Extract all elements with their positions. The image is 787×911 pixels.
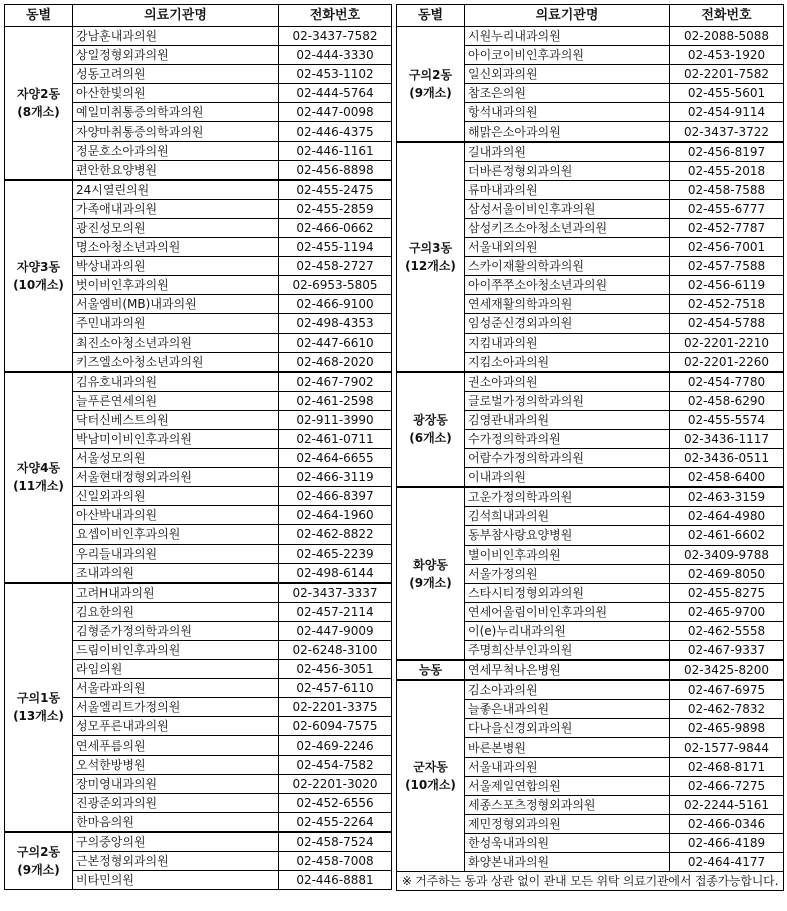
clinic-name: 김요한의원 (73, 602, 279, 621)
clinic-phone: 02-466-3119 (279, 468, 392, 487)
clinic-name: 늘좋은내과의원 (465, 700, 670, 719)
clinic-phone: 02-456-6119 (670, 276, 784, 295)
clinic-phone: 02-3436-0511 (670, 449, 784, 468)
clinic-name: 지킴내과의원 (465, 333, 670, 352)
clinic-name: 일신외과의원 (465, 65, 670, 84)
dong-name: 자양2동 (16, 86, 61, 101)
clinic-name: 정문호소아과의원 (73, 141, 279, 160)
clinic-phone: 02-467-7902 (279, 372, 392, 392)
clinic-name: 비타민의원 (73, 871, 279, 890)
clinic-name: 한성욱내과의원 (465, 833, 670, 852)
clinic-phone: 02-455-2018 (670, 161, 784, 180)
clinic-phone: 02-465-9700 (670, 602, 784, 621)
clinic-phone: 02-466-9100 (279, 295, 392, 314)
clinic-phone: 02-454-7780 (670, 372, 784, 392)
clinic-phone: 02-466-8397 (279, 487, 392, 506)
clinic-name: 구의중앙의원 (73, 832, 279, 852)
clinic-phone: 02-457-2114 (279, 602, 392, 621)
clinic-name: 진광준외과의원 (73, 793, 279, 812)
clinic-name: 지킴소아과의원 (465, 352, 670, 372)
clinic-phone: 02-456-7001 (670, 238, 784, 257)
clinic-phone: 02-447-9009 (279, 621, 392, 640)
clinic-phone: 02-466-7275 (670, 776, 784, 795)
table-row (5, 832, 392, 852)
table-row (5, 180, 392, 200)
dong-count: (6개소) (409, 431, 452, 446)
clinic-name: 길내과의원 (465, 142, 670, 162)
clinic-name: 편안한요양병원 (73, 160, 279, 180)
clinic-phone: 02-465-9898 (670, 719, 784, 738)
clinic-phone: 02-461-6602 (670, 526, 784, 545)
clinic-phone: 02-456-3051 (279, 660, 392, 679)
dong-cell (397, 27, 465, 142)
clinic-phone: 02-3437-3722 (670, 122, 784, 142)
clinic-name: 근본정형외과의원 (73, 852, 279, 871)
clinic-name: 최진소아청소년과의원 (73, 333, 279, 352)
clinic-name: 아이코이비인후과의원 (465, 46, 670, 65)
dong-count: (10개소) (405, 778, 456, 793)
clinic-phone: 02-464-6655 (279, 449, 392, 468)
dong-cell (5, 372, 73, 583)
clinic-name: 연세어울림이비인후과의원 (465, 602, 670, 621)
dong-cell (397, 372, 465, 488)
clinic-phone: 02-468-2020 (279, 352, 392, 372)
clinic-phone: 02-6953-5805 (279, 276, 392, 295)
clinic-name: 박상내과의원 (73, 257, 279, 276)
clinic-phone: 02-453-1102 (279, 65, 392, 84)
clinic-name: 우리들내과의원 (73, 544, 279, 563)
clinic-name: 서울라파의원 (73, 679, 279, 698)
dong-count: (10개소) (13, 277, 64, 292)
clinic-name: 장미영내과의원 (73, 774, 279, 793)
table-row (5, 583, 392, 603)
clinic-name: 늘푸른연세의원 (73, 391, 279, 410)
clinic-phone: 02-469-2246 (279, 736, 392, 755)
clinic-name: 화양본내과의원 (465, 853, 670, 872)
clinic-phone: 02-458-6290 (670, 391, 784, 410)
header-phone: 전화번호 (279, 5, 392, 27)
clinic-phone: 02-3425-8200 (670, 660, 784, 680)
dong-count: (9개소) (17, 863, 60, 878)
clinic-phone: 02-464-1960 (279, 506, 392, 525)
clinic-phone: 02-2201-3020 (279, 774, 392, 793)
dong-count: (8개소) (17, 104, 60, 119)
clinic-name: 서울현대정형외과의원 (73, 468, 279, 487)
table-row (397, 680, 784, 700)
clinic-phone: 02-3436-1117 (670, 429, 784, 448)
clinic-name: 서울성모의원 (73, 449, 279, 468)
clinic-name: 해맑은소아과의원 (465, 122, 670, 142)
clinic-name: 수가정의학과의원 (465, 429, 670, 448)
table-row (5, 27, 392, 46)
clinic-phone: 02-466-0346 (670, 814, 784, 833)
clinic-name: 스카이재활의학과의원 (465, 257, 670, 276)
clinic-name: 삼성서울이비인후과의원 (465, 199, 670, 218)
clinic-phone: 02-446-1161 (279, 141, 392, 160)
clinic-name: 스타시티정형외과의원 (465, 583, 670, 602)
table-row (397, 660, 784, 680)
clinic-phone: 02-2201-3375 (279, 698, 392, 717)
clinic-name: 글로벌가정의학과의원 (465, 391, 670, 410)
clinic-name: 서울내과의원 (465, 757, 670, 776)
clinic-name: 이내과의원 (465, 468, 670, 488)
clinic-phone: 02-6248-3100 (279, 641, 392, 660)
table-row (397, 142, 784, 162)
clinic-phone: 02-3437-3337 (279, 583, 392, 603)
clinic-name: 김석희내과의원 (465, 507, 670, 526)
dong-name: 구의2동 (16, 845, 61, 860)
clinic-name: 상일정형외과의원 (73, 46, 279, 65)
clinic-name: 24시열린의원 (73, 180, 279, 200)
clinic-phone: 02-465-2239 (279, 544, 392, 563)
clinic-phone: 02-453-1920 (670, 46, 784, 65)
header-dong: 동별 (397, 5, 465, 27)
clinic-name: 성동고려의원 (73, 65, 279, 84)
clinic-name: 김소아과의원 (465, 680, 670, 700)
header-row (5, 5, 392, 27)
header-row (397, 5, 784, 27)
dong-cell (5, 180, 73, 372)
clinic-name: 서울가정의원 (465, 564, 670, 583)
clinic-phone: 02-911-3990 (279, 410, 392, 429)
clinic-name: 아산박내과의원 (73, 506, 279, 525)
clinic-name: 조내과의원 (73, 563, 279, 583)
dong-cell (5, 27, 73, 180)
clinic-phone: 02-458-7524 (279, 832, 392, 852)
clinic-name: 삼성키즈소아청소년과의원 (465, 218, 670, 237)
dong-count: (13개소) (13, 709, 64, 724)
clinic-name: 서울내외의원 (465, 238, 670, 257)
clinic-phone: 02-456-8197 (670, 142, 784, 162)
dong-cell (5, 832, 73, 890)
clinic-name: 연세무척나은병원 (465, 660, 670, 680)
clinic-phone: 02-461-2598 (279, 391, 392, 410)
clinic-name: 항석내과의원 (465, 103, 670, 122)
clinic-phone: 02-458-6400 (670, 468, 784, 488)
clinic-name: 주민내과의원 (73, 314, 279, 333)
clinic-name: 더바른정형외과의원 (465, 161, 670, 180)
right-table (396, 4, 784, 891)
clinic-name: 연세푸름의원 (73, 736, 279, 755)
dong-cell (397, 680, 465, 871)
clinic-name: 어람수가정의학과의원 (465, 449, 670, 468)
clinic-phone: 02-455-1194 (279, 238, 392, 257)
clinic-name: 시원누리내과의원 (465, 27, 670, 46)
dong-name: 자양3동 (16, 259, 61, 274)
clinic-name: 서울제일연합의원 (465, 776, 670, 795)
clinic-phone: 02-2201-2260 (670, 352, 784, 372)
clinic-phone: 02-444-5764 (279, 84, 392, 103)
clinic-name: 자양마취통증의학과의원 (73, 122, 279, 141)
clinic-name: 아산한빛의원 (73, 84, 279, 103)
clinic-phone: 02-2244-5161 (670, 795, 784, 814)
clinic-phone: 02-6094-7575 (279, 717, 392, 736)
clinic-name: 서울엠비(MB)내과의원 (73, 295, 279, 314)
dong-name: 구의2동 (408, 67, 453, 82)
dong-name: 구의3동 (408, 240, 453, 255)
clinic-phone: 02-466-0662 (279, 218, 392, 237)
clinic-name: 제민정형외과의원 (465, 814, 670, 833)
clinic-name: 성모푸른내과의원 (73, 717, 279, 736)
table-row (397, 372, 784, 392)
clinic-phone: 02-2201-2210 (670, 333, 784, 352)
clinic-name: 가족애내과의원 (73, 199, 279, 218)
table-row (5, 372, 392, 392)
clinic-name: 서울엘리트가정의원 (73, 698, 279, 717)
clinic-phone: 02-469-8050 (670, 564, 784, 583)
clinic-phone: 02-455-2475 (279, 180, 392, 200)
clinic-name: 별이비인후과의원 (465, 545, 670, 564)
clinic-phone: 02-458-2727 (279, 257, 392, 276)
dong-cell (397, 487, 465, 660)
clinic-name: 박남미이비인후과의원 (73, 429, 279, 448)
clinic-name: 이(e)누리내과의원 (465, 621, 670, 640)
clinic-phone: 02-467-9337 (670, 641, 784, 661)
clinic-name: 예일미취통증의학과의원 (73, 103, 279, 122)
clinic-name: 드림이비인후과의원 (73, 641, 279, 660)
clinic-phone: 02-464-4177 (670, 853, 784, 872)
clinic-name: 키즈엘소아청소년과의원 (73, 352, 279, 372)
dong-name: 능동 (418, 663, 443, 678)
dong-name: 군자동 (413, 760, 448, 775)
clinic-name: 주명희산부인과의원 (465, 641, 670, 661)
clinic-phone: 02-468-8171 (670, 757, 784, 776)
clinic-name: 임성준신경외과의원 (465, 314, 670, 333)
dong-cell (5, 583, 73, 832)
clinic-phone: 02-455-5574 (670, 410, 784, 429)
clinic-phone: 02-455-5601 (670, 84, 784, 103)
clinic-name: 고려H내과의원 (73, 583, 279, 603)
clinic-phone: 02-454-9114 (670, 103, 784, 122)
clinic-phone: 02-452-7787 (670, 218, 784, 237)
clinic-phone: 02-447-0098 (279, 103, 392, 122)
clinic-phone: 02-2201-7582 (670, 65, 784, 84)
clinic-name: 닥터신베스트의원 (73, 410, 279, 429)
clinic-name: 동부참사랑요양병원 (465, 526, 670, 545)
clinic-name: 명소아청소년과의원 (73, 238, 279, 257)
clinic-name: 신일외과의원 (73, 487, 279, 506)
clinic-phone: 02-3409-9788 (670, 545, 784, 564)
clinic-phone: 02-457-7588 (670, 257, 784, 276)
clinic-phone: 02-462-8822 (279, 525, 392, 544)
dong-name: 자양4동 (16, 461, 61, 476)
clinic-phone: 02-458-7008 (279, 852, 392, 871)
clinic-name: 김영관내과의원 (465, 410, 670, 429)
dong-count: (9개소) (409, 85, 452, 100)
clinic-name: 벗이비인후과의원 (73, 276, 279, 295)
clinic-name: 광진성모의원 (73, 218, 279, 237)
header-phone: 전화번호 (670, 5, 784, 27)
clinic-phone: 02-458-7588 (670, 180, 784, 199)
dong-name: 화양동 (413, 557, 448, 572)
clinic-name: 류마내과의원 (465, 180, 670, 199)
clinic-phone: 02-466-4189 (670, 833, 784, 852)
clinic-phone: 02-462-7832 (670, 700, 784, 719)
clinic-phone: 02-1577-9844 (670, 738, 784, 757)
clinic-name: 고운가정의학과의원 (465, 487, 670, 507)
clinic-phone: 02-498-4353 (279, 314, 392, 333)
clinic-name: 권소아과의원 (465, 372, 670, 392)
clinic-phone: 02-454-7582 (279, 755, 392, 774)
dong-count: (12개소) (405, 258, 456, 273)
clinic-phone: 02-464-4980 (670, 507, 784, 526)
table-row (397, 487, 784, 507)
dong-cell (397, 142, 465, 372)
clinic-name: 라임의원 (73, 660, 279, 679)
clinic-phone: 02-2088-5088 (670, 27, 784, 46)
dong-name: 구의1동 (16, 691, 61, 706)
clinic-name: 한마음의원 (73, 812, 279, 832)
clinic-phone: 02-455-2859 (279, 199, 392, 218)
clinic-phone: 02-446-8881 (279, 871, 392, 890)
clinic-name: 요셉이비인후과의원 (73, 525, 279, 544)
clinic-name: 강남훈내과의원 (73, 27, 279, 46)
left-table (4, 4, 392, 890)
dong-name: 광장동 (413, 413, 448, 428)
clinic-phone: 02-447-6610 (279, 333, 392, 352)
footnote: ※ 거주하는 동과 상관 없이 관내 모든 위탁 의료기관에서 접종가능합니다. (397, 872, 784, 891)
clinic-phone: 02-457-6110 (279, 679, 392, 698)
header-name: 의료기관명 (73, 5, 279, 27)
clinic-phone: 02-461-0711 (279, 429, 392, 448)
clinic-phone: 02-454-5788 (670, 314, 784, 333)
clinic-name: 아이쭈쭈소아청소년과의원 (465, 276, 670, 295)
clinic-phone: 02-455-8275 (670, 583, 784, 602)
header-dong: 동별 (5, 5, 73, 27)
dong-count: (11개소) (13, 479, 64, 494)
clinic-phone: 02-467-6975 (670, 680, 784, 700)
clinic-name: 연세재활의학과의원 (465, 295, 670, 314)
clinic-name: 참조은의원 (465, 84, 670, 103)
clinic-phone: 02-452-7518 (670, 295, 784, 314)
table-row (397, 27, 784, 46)
clinic-phone: 02-444-3330 (279, 46, 392, 65)
clinic-phone: 02-452-6556 (279, 793, 392, 812)
clinic-phone: 02-498-6144 (279, 563, 392, 583)
clinic-name: 세종스포츠정형외과의원 (465, 795, 670, 814)
dong-cell (397, 660, 465, 680)
clinic-phone: 02-455-2264 (279, 812, 392, 832)
clinic-name: 다나을신경외과의원 (465, 719, 670, 738)
clinic-name: 바른본병원 (465, 738, 670, 757)
header-name: 의료기관명 (465, 5, 670, 27)
clinic-name: 오석한방병원 (73, 755, 279, 774)
clinic-phone: 02-446-4375 (279, 122, 392, 141)
clinic-phone: 02-455-6777 (670, 199, 784, 218)
clinic-phone: 02-456-8898 (279, 160, 392, 180)
dong-count: (9개소) (409, 575, 452, 590)
clinic-phone: 02-3437-7582 (279, 27, 392, 46)
clinic-phone: 02-463-3159 (670, 487, 784, 507)
clinic-name: 김유호내과의원 (73, 372, 279, 392)
clinic-phone: 02-462-5558 (670, 621, 784, 640)
clinic-name: 김형준가정의학과의원 (73, 621, 279, 640)
